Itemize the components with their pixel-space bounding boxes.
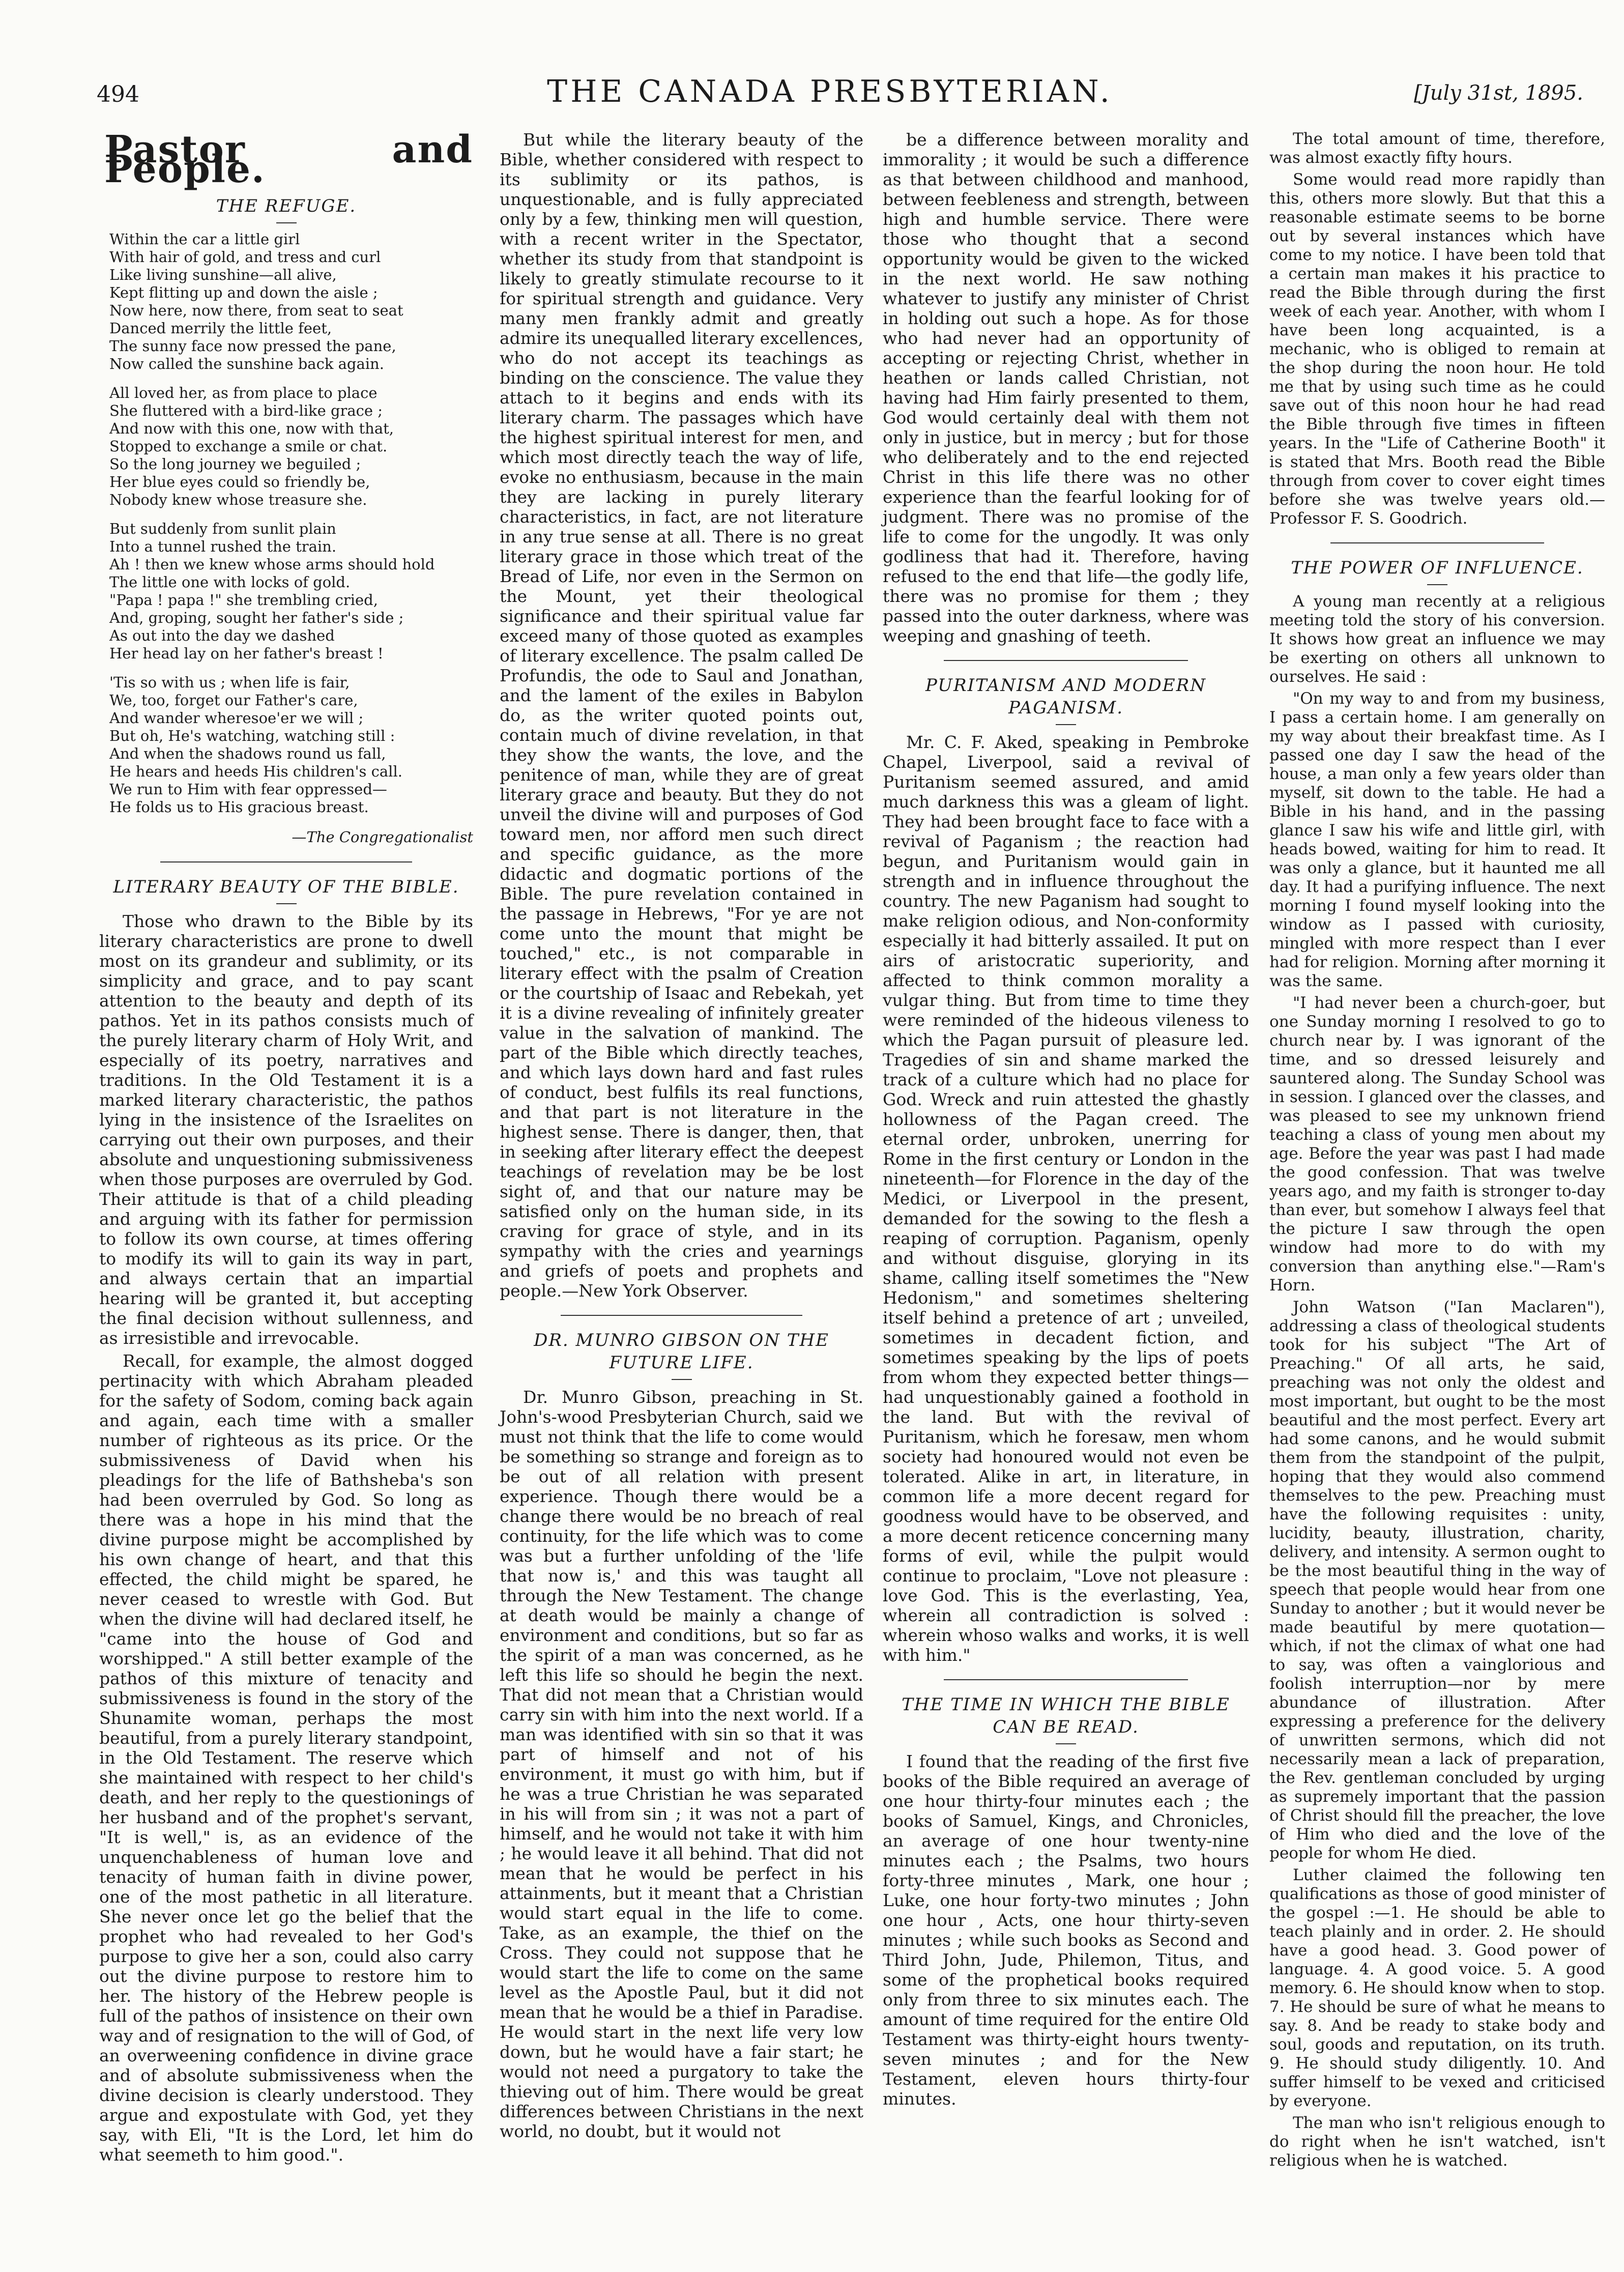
poem-line: The little one with locks of gold. bbox=[109, 573, 351, 591]
poem-line: Within the car a little girl bbox=[109, 231, 300, 248]
divider bbox=[276, 903, 297, 904]
paragraph: "I had never been a church-goer, but one Sunday morning I resolved to go to church near by. I was ignorant of the time, and so dressed leisurely and sauntered along. The Sunday School was in session. I glanced over the classes, and was pleased to see my unknown friend teaching a class of young men about my age. Before the year was past I had made the good confession. That was twelve years ago, and my faith is stronger to-day than ever, but somehow I always feel that the picture I saw through the open window had more to do with my conversion than anything else."—Ram's Horn. bbox=[1269, 994, 1605, 1295]
section-banner: Pastor and People. bbox=[104, 128, 473, 191]
poem-line: "Papa ! papa !" she trembling cried, bbox=[109, 591, 378, 609]
poem-line: And now with this one, now with that, bbox=[109, 420, 394, 437]
divider bbox=[561, 1315, 802, 1316]
poem-line: Now called the sunshine back again. bbox=[109, 355, 384, 372]
poem-line: So the long journey we beguiled ; bbox=[109, 455, 361, 473]
poem-line: But oh, He's watching, watching still : bbox=[109, 727, 395, 744]
poem-line: And when the shadows round us fall, bbox=[109, 745, 386, 762]
divider bbox=[276, 222, 297, 223]
paragraph: John Watson ("Ian Maclaren"), addressing a class of theological students took for his subject "The Art of Preaching." Of all arts, he said, preaching was not only the oldest and most important, but ought to be the most beautiful and the most perfect. Every art had some canons, and he would submit them from the standpoint of the pulpit, hoping that they would also commend themselves to the pew. Preaching must have the following requisites : unity, lucidity, beauty, illustration, charity, delivery, and intensity. A sermon ought to be the most beautiful thing in the way of speech that people would hear from one Sunday to another ; but it would never be made beautiful by mere quotation—which, if not the climax of what one had to say, was often a vainglorious and foolish interruption—nor by mere abundance of illustration. After expressing a preference for the delivery of unwritten sermons, which did not necessarily mean a lack of preparation, the Rev. gentleman concluded by urging as supremely important that the passion of Christ should fill the preacher, the love of Him who died and the love of the people for whom He died. bbox=[1269, 1298, 1605, 1862]
poem-line: Into a tunnel rushed the train. bbox=[109, 538, 337, 555]
paragraph: I found that the reading of the first five books of the Bible required an average of one hour thirty-four minutes each ; the books of Samuel, Kings, and Chronicles, an average of one hour twenty-nine minutes each ; the Psalms, two hours forty-three minutes , Mark, one hour ; Luke, one hour forty-two minutes ; John one hour , Acts, one hour thirty-seven minutes ; while such books as Second and Third John, Jude, Philemon, Titus, and some of the prophetical books required only from three to six minutes each. The amount of time required for the entire Old Testament was thirty-eight hours twenty-seven minutes ; and for the New Testament, eleven hours thirty-four minutes. bbox=[883, 1751, 1249, 2109]
paragraph: be a difference between morality and immorality ; it would be such a difference as that between childhood and manhood, between feebleness and strength, between high and humble service. There were those who thought that a second opportunity would be given to the wicked in the next world. He saw nothing whatever to justify any minister of Christ in holding out such a hope. As for those who had never had an opportunity of accepting or rejecting Christ, whether in heathen or lands called Christian, not having had Him fairly presented to them, God would certainly deal with them not only in justice, but in mercy ; but for those who deliberately and to the end rejected Christ in this life there was no other experience than the fearful looking for of judgment. There was no promise of the life to come for the ungodly. It was only godliness that had it. Therefore, having refused to the end that life—the godly life, there was no promise for them ; they passed into the outer darkness, where was weeping and gnashing of teeth. bbox=[883, 130, 1249, 646]
poem-line: Her head lay on her father's breast ! bbox=[109, 645, 384, 662]
divider bbox=[160, 861, 412, 862]
poem-line: As out into the day we dashed bbox=[109, 627, 335, 644]
poem-line: 'Tis so with us ; when life is fair, bbox=[109, 674, 350, 691]
article-title: THE TIME IN WHICH THE BIBLE CAN BE READ. bbox=[902, 1694, 1230, 1737]
poem-line: But suddenly from sunlit plain bbox=[109, 520, 336, 537]
poem-line: And wander wheresoe'er we will ; bbox=[109, 709, 364, 727]
paragraph: But while the literary beauty of the Bible, whether considered with respect to its sublimity or its pathos, is unquestionable, and is fully appreciated only by a few, thinking men will question, with a recent writer in the Spectator, whether its study from that standpoint is likely to greatly stimulate recourse to it for spiritual strength and guidance. Very many men frankly admit and greatly admire its unequalled literary excellences, who do not accept its teachings as binding on the conscience. The value they attach to it begins and ends with its literary charm. The passages which have the highest spiritual interest for men, and which most directly teach the way of life, evoke no enthusiasm, because in the main they are lacking in purely literary characteristics, in fact, are not literature in any true sense at all. There is no great literary grace in those which treat of the Bread of Life, nor even in the Sermon on the Mount, yet their theological significance and their spiritual value far exceed many of those quoted as examples of literary excellence. The psalm called De Profundis, the ode to Saul and Jonathan, and the lament of the exiles in Babylon do, as the writer quoted points out, contain much of divine revelation, in that they show the wants, the love, and the penitence of man, while they are of great literary grace and beauty. But they do not unveil the divine will and purposes of God toward men, nor afford men such direct and specific guidance, as the more didactic and dogmatic portions of the Bible. The pure revelation contained in the passage in Hebrews, "For ye are not come unto the mount that might be touched," etc., is not comparable in literary effect with the psalm of Creation or the courtship of Isaac and Rebekah, yet it is a divine revealing of infinitely greater value in the salvation of mankind. The part of the Bible which directly teaches, and which lays down hard and fast rules of conduct, best fulfils its real functions, and that part is not literature in the highest sense. There is danger, then, that in seeking after literary effect the deepest teachings of revelation may be be lost sight of, and that our nature may be satisfied only on the human side, in its craving for grace of style, and in its sympathy with the cries and yearnings and griefs of poets and prophets and people.—New York Observer. bbox=[500, 130, 863, 1301]
poem-line: Now here, now there, from seat to seat bbox=[109, 302, 403, 319]
divider bbox=[672, 1379, 692, 1380]
divider bbox=[944, 1679, 1188, 1680]
poem-line: Like living sunshine—all alive, bbox=[109, 266, 337, 283]
paragraph: Those who drawn to the Bible by its literary characteristics are prone to dwell most on its grandeur and sublimity, or its simplicity and grace, and to pay scant attention to the beauty and depth of its pathos. Yet in its pathos consists much of the purely literary charm of Holy Writ, and especially of its poetry, narratives and traditions. In the Old Testament it is a marked literary characteristic, the pathos lying in the insistence of the Israelites on carrying out their own purposes, and their absolute and unquestioning submissiveness when those purposes are overruled by God. Their attitude is that of a child pleading and arguing with its father for permission to follow its own course, at times offering to modify its will to gain its way in part, and always certain that an impartial hearing will be granted it, but accepting the final decision without sullenness, and as irresistible and irrevocable. bbox=[99, 911, 473, 1348]
poem-stanza bbox=[109, 231, 473, 373]
page-header bbox=[76, 61, 1583, 107]
paragraph: Luther claimed the following ten qualifications as those of good minister of the gospel :—1. He should be able to teach plainly and in order. 2. He should have a good head. 3. Good power of language. 4. A good voice. 5. A good memory. 6. He should know when to stop. 7. He should be sure of what he means to say. 8. And be ready to stake body and soul, goods and reputation, on its truth. 9. He should study diligently. 10. And suffer himself to be vexed and criticised by everyone. bbox=[1269, 1866, 1605, 2110]
poem-title: THE REFUGE. bbox=[216, 196, 357, 216]
poem-line: We run to Him with fear oppressed— bbox=[109, 781, 387, 798]
divider bbox=[944, 660, 1188, 661]
issue-date: [July 31st, 1895. bbox=[1414, 81, 1583, 105]
article-title: LITERARY BEAUTY OF THE BIBLE. bbox=[113, 877, 459, 897]
divider bbox=[1056, 724, 1076, 725]
poem-line: Ah ! then we knew whose arms should hold bbox=[109, 556, 435, 573]
poem-line: Her blue eyes could so friendly be, bbox=[109, 473, 370, 491]
poem-line: Kept flitting up and down the aisle ; bbox=[109, 284, 378, 301]
poem bbox=[109, 231, 473, 816]
article-title: PURITANISM AND MODERN PAGANISM. bbox=[925, 675, 1206, 718]
column-4 bbox=[1269, 130, 1605, 2173]
poem-stanza bbox=[109, 674, 473, 816]
paragraph: The total amount of time, therefore, was almost exactly fifty hours. bbox=[1269, 130, 1605, 167]
divider bbox=[1427, 584, 1447, 585]
poem-attribution: —The Congregationalist bbox=[292, 828, 473, 846]
paragraph: Recall, for example, the almost dogged pertinacity with which Abraham pleaded for the safety of Sodom, coming back again and again, each time with a smaller number of righteous as its price. Or the submissiveness of David when his pleadings for the life of Bathsheba's son had been overruled by God. So long as there was a hope in his mind that the divine purpose might be accomplished by his own change of heart, and that this effected, the child might be spared, he never ceased to wrestle with God. But when the divine will had declared itself, he "came into the house of God and worshipped." A still better example of the pathos of this mixture of tenacity and submissiveness is found in the story of the Shunamite woman, perhaps the most beautiful, from a purely literary standpoint, in the Old Testament. The reserve which she maintained with respect to her child's death, and her reply to the questionings of her husband and of the prophet's servant, "It is well," is, as an evidence of the unquenchableness of human love and tenacity of human faith in divine power, one of the most pathetic in all literature. She never once let go the belief that the prophet who had revealed to her God's purpose to give her a son, could also carry out the divine purpose to restore him to her. The history of the Hebrew people is full of the pathos of insistence on their own way and of resignation to the will of God, of an overweening confidence in divine grace and of absolute submissiveness when the divine decision is clearly understood. They argue and expostulate with God, yet they say, with Eli, "It is the Lord, let him do what seemeth to him good.". bbox=[99, 1351, 473, 2165]
poem-line: With hair of gold, and tress and curl bbox=[109, 248, 381, 266]
paragraph: A young man recently at a religious meeting told the story of his conversion. It shows how great an influence we may be exerting on others all unknown to ourselves. He said : bbox=[1269, 592, 1605, 686]
divider bbox=[1330, 542, 1544, 543]
column-2 bbox=[500, 130, 863, 2144]
paragraph: Mr. C. F. Aked, speaking in Pembroke Chapel, Liverpool, said a revival of Puritanism seemed assured, and amid much darkness this was a gleam of light. They had been brought face to face with a revival of Paganism ; the reaction had begun, and Puritanism would gain in strength and in influence throughout the country. The new Paganism had sought to make religion odious, and Non-conformity especially it had bitterly assailed. It put on airs of aristocratic superiority, and affected to think common morality a vulgar thing. But from time to time they were reminded of the hideous vileness to which the Pagan pursuit of pleasure led. Tragedies of sin and shame marked the track of a culture which had no place for God. Wreck and ruin attested the ghastly hollowness of the Pagan creed. The eternal order, unbroken, unerring for Rome in the first century or London in the nineteenth—for Florence in the day of the Medici, or Liverpool in the present, demanded for the sowing to the flesh a reaping of corruption. Paganism, openly and without disguise, glorying in its shame, calling itself sometimes the "New Hedonism," and sometimes sheltering itself behind a pretence of art ; unveiled, sometimes in decadent fiction, and sometimes speaking by the lips of poets from whom they expected better things—had unquestionably gained a foothold in the land. But with the revival of Puritanism, which he foresaw, men whom society had honoured would not even be tolerated. Alike in art, in literature, in common life a more decent regard for goodness would have to be observed, and a more decent reticence concerning many forms of evil, while the pulpit would continue to proclaim, "Love not pleasure : love God. This is the everlasting, Yea, wherein all contradiction is solved : wherein whoso walks and works, it is well with him." bbox=[883, 732, 1249, 1665]
poem-line: Danced merrily the little feet, bbox=[109, 320, 332, 337]
paragraph: "On my way to and from my business, I pass a certain home. I am generally on my way about their breakfast time. As I passed one day I saw the head of the house, a man only a few years older than myself, sit down to the table. He had a Bible in his hand, and in the passing glance I saw his wife and little girl, with heads bowed, waiting for him to read. It was only a glance, but it haunted me all day. It had a purifying influence. The next morning I found myself looking into the window as I passed with curiosity, mingled with more respect than I ever had for religion. Morning after morning it was the same. bbox=[1269, 689, 1605, 990]
page-number: 494 bbox=[97, 81, 139, 107]
poem-stanza bbox=[109, 384, 473, 509]
poem-line: Nobody knew whose treasure she. bbox=[109, 491, 367, 508]
column-1 bbox=[99, 130, 473, 2168]
article-title: DR. MUNRO GIBSON ON THE FUTURE LIFE. bbox=[534, 1330, 829, 1373]
poem-line: We, too, forget our Father's care, bbox=[109, 692, 358, 709]
poem-line: She fluttered with a bird-like grace ; bbox=[109, 402, 383, 419]
poem-stanza bbox=[109, 520, 473, 663]
poem-line: And, groping, sought her father's side ; bbox=[109, 609, 404, 626]
column-3 bbox=[883, 130, 1249, 2112]
poem-line: All loved her, as from place to place bbox=[109, 384, 378, 401]
paragraph: Dr. Munro Gibson, preaching in St. John's-wood Presbyterian Church, said we must not think that the life to come would be something so strange and foreign as to be out of all relation with present experience. Though there would be a change there would be no breach of real continuity, for the life which was to come was but a further unfolding of the 'life that now is,' and this was taught all through the New Testament. The change at death would be mainly a change of environment and conditions, but so far as the spirit of a man was concerned, as he left this life so should he begin the next. That did not mean that a Christian would carry sin with him into the next world. If a man was identified with sin so that it was part of himself and not of his environment, it must go with him, but if he was a true Christian he was separated in his will from sin ; it was not a part of himself, and he would not take it with him ; he would leave it all behind. That did not mean that he would be perfect in his attainments, but it meant that a Christian would start equal in the life to come. Take, as an example, the thief on the Cross. They could not suppose that he would start the life to come on the same level as the Apostle Paul, but it did not mean that he would be a thief in Paradise. He would start in the next life very low down, but he would have a fair start; he would not need a purgatory to take the thieving out of him. There would be great differences between Christians in the next world, no doubt, but it would not bbox=[500, 1387, 863, 2141]
poem-line: He folds us to His gracious breast. bbox=[109, 798, 369, 816]
paragraph: Some would read more rapidly than this, others more slowly. But that this a reasonable estimate seems to be borne out by several instances which have come to my notice. I have been told that a certain man makes it his practice to read the Bible through during the first week of each year. Another, with whom I have been long acquainted, is a mechanic, who is obliged to remain at the shop during the noon hour. He told me that by using such time as he could save out of this noon hour he had read the Bible through five times in fifteen years. In the "Life of Catherine Booth" it is stated that Mrs. Booth read the Bible through from cover to cover eight times before she was twelve years old.—Professor F. S. Goodrich. bbox=[1269, 170, 1605, 528]
poem-line: He hears and heeds His children's call. bbox=[109, 763, 402, 780]
paragraph: The man who isn't religious enough to do right when he isn't watched, isn't religious when he is watched. bbox=[1269, 2114, 1605, 2170]
article-title: THE POWER OF INFLUENCE. bbox=[1291, 558, 1584, 578]
poem-line: The sunny face now pressed the pane, bbox=[109, 337, 396, 355]
divider bbox=[1056, 1743, 1076, 1744]
publication-title: THE CANADA PRESBYTERIAN. bbox=[547, 74, 1113, 109]
poem-line: Stopped to exchange a smile or chat. bbox=[109, 438, 388, 455]
